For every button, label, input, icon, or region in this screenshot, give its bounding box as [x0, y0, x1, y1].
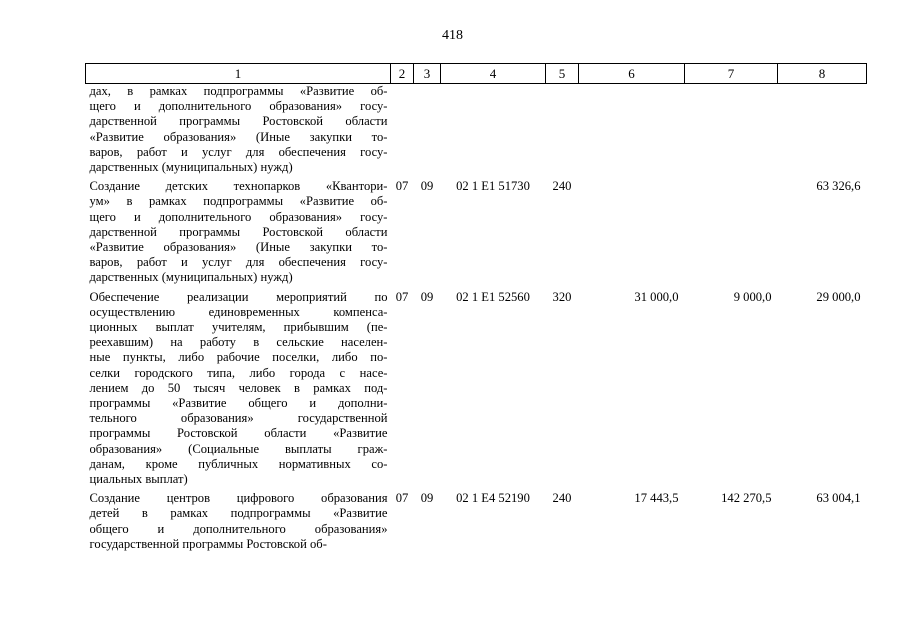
subsection-code: 09	[420, 289, 434, 304]
amount-year-3	[778, 84, 867, 176]
section-code: 07	[395, 289, 409, 304]
description-line: варов, работ и услуг для обеспечения госу-	[89, 144, 388, 159]
target-article-code: 02 1 E1 51730	[456, 179, 530, 194]
amount-year-3: 63 004,1	[816, 491, 861, 506]
amount-year-1: 31 000,0	[634, 289, 679, 304]
row-description	[86, 286, 391, 488]
description-line: образования» (Социальные выплаты граж-	[89, 441, 388, 456]
description-line: Обеспечение реализации мероприятий по	[89, 289, 388, 304]
header-cell: 6	[579, 64, 685, 84]
description-line: Создание центров цифрового образования	[89, 491, 388, 506]
description-line: дарственной программы Ростовской области	[89, 114, 388, 129]
table-header-row	[86, 64, 867, 84]
description-line: лением до 50 тысяч человек в рамках под-	[89, 380, 388, 395]
description-line: государственной программы Ростовской об-	[89, 536, 327, 551]
amount-year-1: 17 443,5	[634, 491, 679, 506]
description-line: «Развитие образования» (Иные закупки то-	[89, 240, 388, 255]
table-row	[86, 175, 867, 285]
amount-year-3: 63 326,6	[816, 179, 861, 194]
description-line: ные пункты, либо рабочие поселки, либо по-	[89, 350, 388, 365]
amount-year-3: 29 000,0	[816, 289, 861, 304]
table-row	[86, 487, 867, 552]
target-article-code	[441, 84, 546, 176]
header-cell: 5	[546, 64, 579, 84]
table-row	[86, 84, 867, 176]
subsection-code: 09	[420, 179, 434, 194]
amount-year-1	[579, 175, 685, 285]
header-cell: 3	[414, 64, 441, 84]
page-number: 418	[442, 28, 463, 43]
amount-year-2	[685, 84, 778, 176]
expense-type-code: 240	[552, 179, 572, 194]
section-code: 07	[395, 179, 409, 194]
description-line: программы «Развитие общего и дополни-	[89, 396, 388, 411]
row-description	[86, 84, 391, 176]
table-body	[86, 84, 867, 553]
subsection-code	[414, 84, 441, 176]
description-line: детей в рамках подпрограммы «Развитие	[89, 506, 388, 521]
budget-table	[85, 63, 867, 552]
description-line: программы Ростовской области «Развитие	[89, 426, 388, 441]
expense-type-code	[546, 84, 579, 176]
description-line: селки городского типа, либо города с насе-	[89, 365, 388, 380]
header-cell: 7	[685, 64, 778, 84]
description-line: ум» в рамках подпрограммы «Развитие об-	[89, 194, 388, 209]
description-line: дарственной программы Ростовской области	[89, 224, 388, 239]
description-line: данам, кроме публичных нормативных со-	[89, 456, 388, 471]
description-line: Создание детских технопарков «Квантори-	[89, 179, 388, 194]
description-line: дарственных (муниципальных) нужд)	[89, 160, 293, 175]
amount-year-2	[685, 175, 778, 285]
header-cell: 2	[391, 64, 414, 84]
target-article-code: 02 1 E4 52190	[456, 491, 530, 506]
description-line: тельного образования» государственной	[89, 411, 388, 426]
section-code	[391, 84, 414, 176]
expense-type-code: 240	[552, 491, 572, 506]
description-line: «Развитие образования» (Иные закупки то-	[89, 129, 388, 144]
amount-year-2: 9 000,0	[733, 289, 772, 304]
description-line: осуществлению единовременных компенса-	[89, 304, 388, 319]
description-line: щего и дополнительного образования» госу-	[89, 99, 388, 114]
row-description	[86, 175, 391, 285]
description-line: варов, работ и услуг для обеспечения госу-	[89, 255, 388, 270]
section-code: 07	[395, 491, 409, 506]
amount-year-2: 142 270,5	[721, 491, 772, 506]
description-line: ционных выплат учителям, прибывшим (пе-	[89, 320, 388, 335]
subsection-code: 09	[420, 491, 434, 506]
row-description	[86, 487, 391, 552]
header-cell: 1	[86, 64, 391, 84]
description-line: дарственных (муниципальных) нужд)	[89, 270, 293, 285]
header-cell: 8	[778, 64, 867, 84]
description-line: щего и дополнительного образования» госу-	[89, 209, 388, 224]
description-line: общего и дополнительного образования»	[89, 521, 388, 536]
expense-type-code: 320	[552, 289, 572, 304]
table-row	[86, 286, 867, 488]
description-line: дах, в рамках подпрограммы «Развитие об-	[89, 84, 388, 98]
header-cell: 4	[441, 64, 546, 84]
description-line: реехавшим) на работу в сельские населен-	[89, 335, 388, 350]
target-article-code: 02 1 E1 52560	[456, 289, 530, 304]
amount-year-1	[579, 84, 685, 176]
description-line: циальных выплат)	[89, 472, 188, 487]
